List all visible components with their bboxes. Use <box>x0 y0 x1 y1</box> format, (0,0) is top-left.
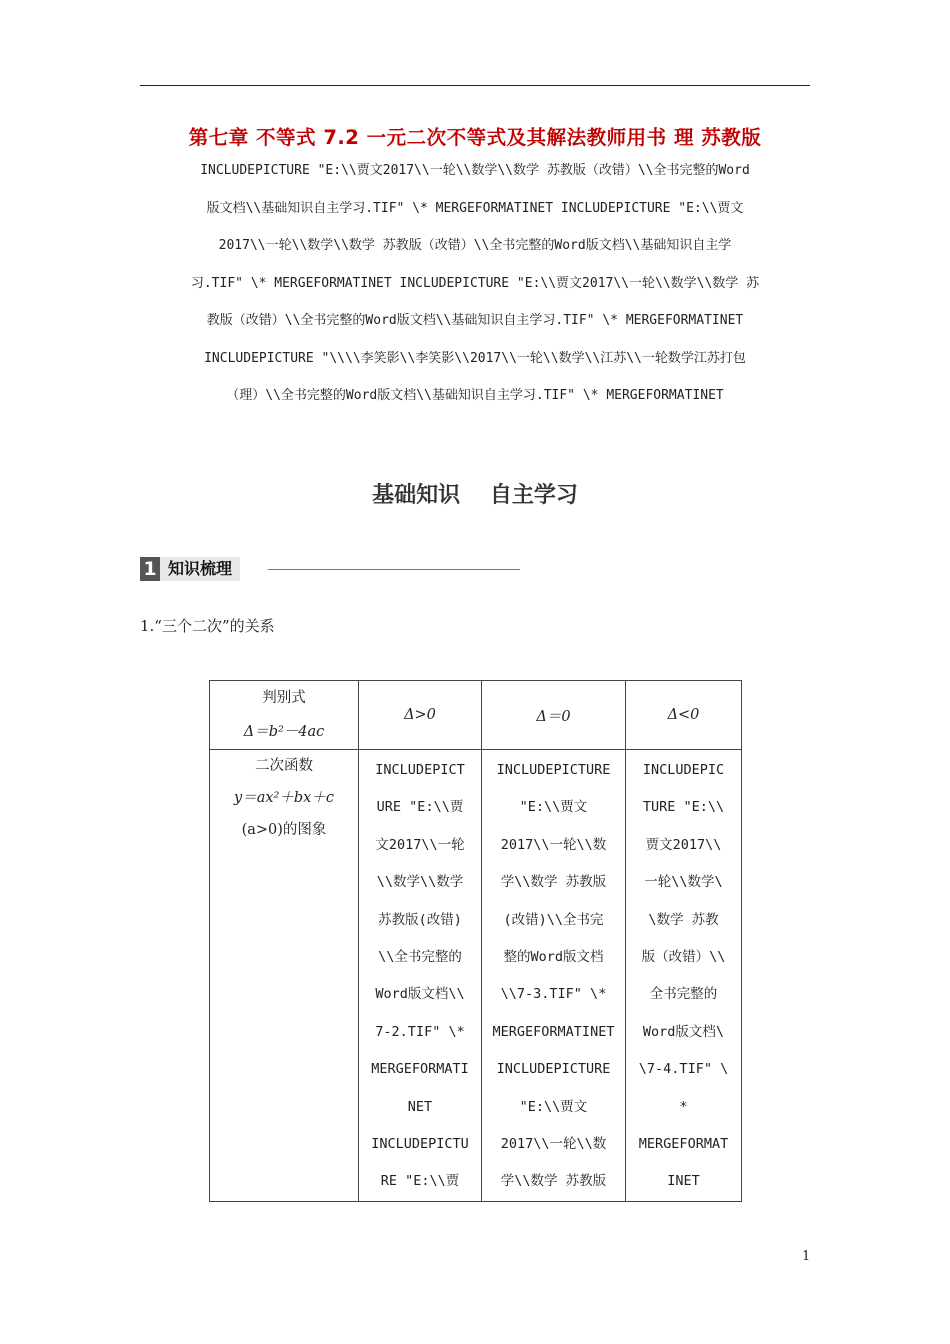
field-line: 2017\\一轮\\数学\\数学 苏教版（改错）\\全书完整的Word版文档\\基础知识自主学 <box>218 238 732 253</box>
cell-text <box>359 750 481 1201</box>
field-line: INCLUDEPICTURE "E:\\贾文2017\\一轮\\数学\\数学 苏教版（改错）\\全书完整的Word <box>200 163 750 178</box>
cell-line: (改错)\\全书完 <box>503 911 604 928</box>
badge-label: 知识梳理 <box>160 557 240 581</box>
row-label-function <box>210 750 359 1202</box>
cell-line: Word版文档\\ <box>375 986 465 1003</box>
cell-line: 2017\\一轮\\数 <box>500 836 607 853</box>
cell-line: 文2017\\一轮 <box>375 836 465 853</box>
header-rule <box>140 85 810 86</box>
discriminant-formula: Δ＝b²－4ac <box>243 724 325 740</box>
cell-text <box>482 750 625 1201</box>
cell-line: MERGEFORMAT <box>638 1136 729 1153</box>
section-badge <box>140 557 240 581</box>
cell-line: 全书完整的 <box>649 986 718 1003</box>
cell-line: * <box>679 1098 688 1115</box>
cell-line: 7-2.TIF" \* <box>375 1023 465 1040</box>
subheading: 1.“三个二次”的关系 <box>140 617 275 635</box>
cell-line: Word版文档\ <box>642 1023 725 1040</box>
cell-line: "E:\\贾文 <box>519 799 588 816</box>
table-header-row <box>210 681 742 750</box>
cell-line: INET <box>667 1173 700 1190</box>
cell-line: RE "E:\\贾 <box>380 1173 460 1190</box>
section-title: 基础知识 自主学习 <box>372 483 578 508</box>
cell-negative-graph <box>626 750 742 1202</box>
cell-line: \\7-3.TIF" \* <box>500 986 607 1003</box>
cell-line: INCLUDEPICTURE <box>496 1061 611 1078</box>
cell-zero-graph <box>482 750 626 1202</box>
three-quadratics-table <box>209 680 742 1202</box>
cell-line: INCLUDEPICT <box>375 762 465 778</box>
function-formula: y＝ax²＋bx＋c <box>234 790 334 806</box>
badge-rule <box>268 569 520 570</box>
cell-line: INCLUDEPICTURE <box>496 762 611 778</box>
field-line: 版文档\\基础知识自主学习.TIF" \* MERGEFORMATINET INCLUDEPICTURE "E:\\贾文 <box>206 200 744 216</box>
header-negative: Δ<0 <box>626 681 742 750</box>
cell-line: NET <box>407 1098 433 1115</box>
row-label-line: 二次函数 <box>255 758 313 774</box>
row-label-line: (a>0)的图象 <box>241 822 327 838</box>
field-line: INCLUDEPICTURE "\\\\李笑影\\李笑影\\2017\\一轮\\数学\\江苏\\一轮数学江苏打包 <box>204 350 746 366</box>
header-zero: Δ＝0 <box>482 681 626 750</box>
cell-line: MERGEFORMATI <box>371 1061 469 1078</box>
cell-line: INCLUDEPIC <box>642 762 725 778</box>
field-line: 教版（改错）\\全书完整的Word版文档\\基础知识自主学习.TIF" \* MERGEFORMATINET <box>206 313 744 328</box>
field-code-text <box>140 152 810 415</box>
cell-line: \\数学\\数学 <box>376 874 464 891</box>
cell-text <box>626 750 741 1201</box>
header-label: 判别式 <box>262 690 306 706</box>
cell-line: 学\\数学 苏教版 <box>500 1173 607 1190</box>
header-discriminant <box>210 681 359 750</box>
cell-line: INCLUDEPICTU <box>371 1136 469 1153</box>
cell-line: 版（改错）\\ <box>641 949 726 966</box>
cell-line: "E:\\贾文 <box>519 1098 588 1115</box>
cell-line: 一轮\\数学\ <box>644 874 723 891</box>
header-positive: Δ>0 <box>359 681 482 750</box>
cell-line: 贾文2017\\ <box>645 836 722 853</box>
cell-line: MERGEFORMATINET <box>492 1023 615 1040</box>
table-row <box>210 750 742 1202</box>
cell-line: 2017\\一轮\\数 <box>500 1136 607 1153</box>
cell-line: URE "E:\\贾 <box>376 799 464 816</box>
cell-line: TURE "E:\\ <box>642 799 725 816</box>
cell-line: 整的Word版文档 <box>503 949 604 966</box>
cell-line: 苏教版(改错) <box>378 911 462 928</box>
field-line: （理）\\全书完整的Word版文档\\基础知识自主学习.TIF" \* MERGEFORMATINET <box>226 388 724 403</box>
cell-line: \\全书完整的 <box>378 949 462 966</box>
cell-line: \数学 苏教 <box>648 911 719 928</box>
cell-line: 学\\数学 苏教版 <box>500 874 607 891</box>
field-line: 习.TIF" \* MERGEFORMATINET INCLUDEPICTURE "E:\\贾文2017\\一轮\\数学\\数学 苏 <box>190 275 760 291</box>
cell-line: \7-4.TIF" \ <box>638 1061 729 1078</box>
cell-positive-graph <box>359 750 482 1202</box>
page-number: 1 <box>802 1249 811 1264</box>
document-title: 第七章 不等式 7.2 一元二次不等式及其解法教师用书 理 苏教版 <box>188 126 762 149</box>
badge-number: 1 <box>140 557 160 581</box>
